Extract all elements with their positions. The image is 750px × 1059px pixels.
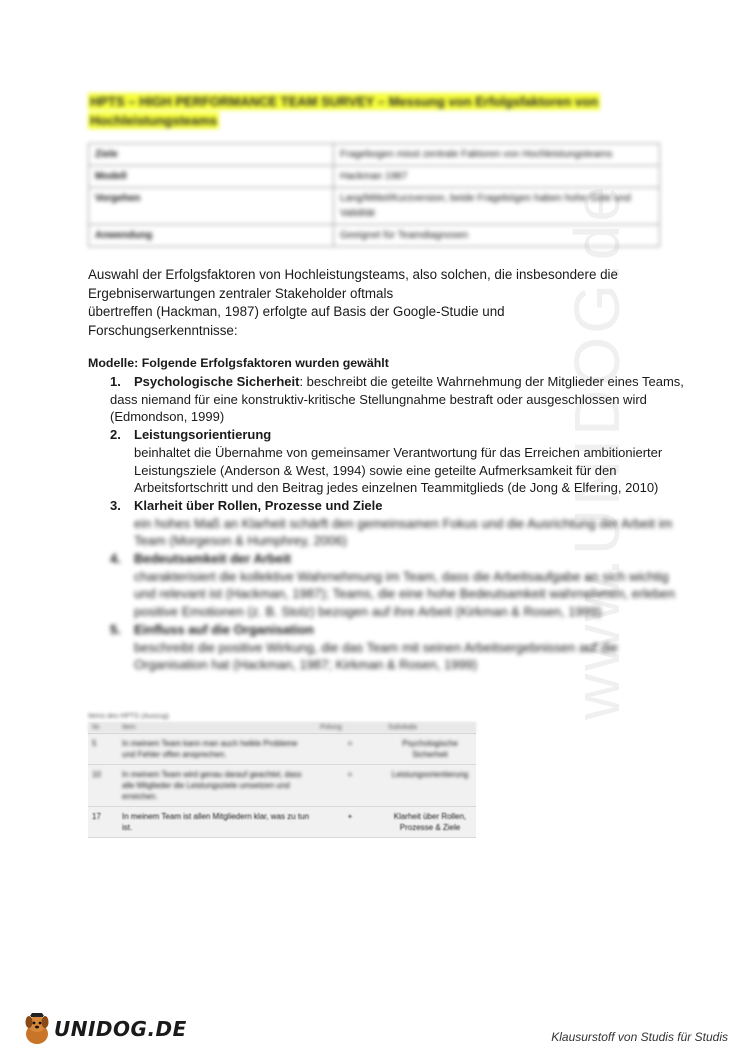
unidog-logo[interactable]: [22, 1012, 187, 1046]
column-header: Polung: [316, 722, 384, 734]
item-number: 5: [88, 734, 118, 765]
item-subscale: Klarheit über Rollen, Prozesse & Ziele: [384, 807, 476, 838]
info-value: Fragebogen misst zentrale Faktoren von Hochleistungsteams: [334, 144, 660, 166]
intro-line: übertreffen (Hackman, 1987) erfolgte auf Basis der Google-Studie und: [88, 304, 505, 319]
factor-number: 1.: [110, 374, 121, 389]
intro-line: Ergebniserwartungen zentraler Stakeholder oftmals: [88, 285, 394, 301]
table-row: [88, 734, 476, 765]
factor-text: ein hohes Maß an Klarheit schärft den gemeinsamen Fokus und die Ausrichtung der Arbeit im Team (Morgeson & Humphrey, 2006): [134, 515, 673, 549]
item-text: In meinem Team ist allen Mitgliedern klar, was zu tun ist.: [118, 807, 316, 838]
factor-number: 3.: [110, 497, 121, 513]
intro-paragraph: [88, 266, 688, 340]
info-row: [89, 188, 660, 225]
item-polung: +: [316, 734, 384, 765]
factor-number: 4.: [110, 551, 121, 567]
item-polung: +: [316, 807, 384, 838]
footer-tagline: Klausurstoff von Studis für Studis: [551, 1030, 728, 1044]
factor-text: beinhaltet die Übernahme von gemeinsamer Verantwortung für das Erreichen ambitionierter Leistungsziele (Anderson & West, 1994) sowie eine geteilte Aufmerksamkeit für den Arbeitsfortschritt und den Beitrag jedes einzelnen Teammitglieds (de Jong & Elfering, 2010): [134, 444, 663, 496]
factor-number: 5.: [110, 621, 121, 637]
table-row: [88, 807, 476, 838]
dog-icon: [22, 1012, 52, 1046]
info-row: [89, 225, 660, 247]
item-subscale: Psychologische Sicherheit: [384, 734, 476, 765]
table-row: [88, 765, 476, 807]
sample-items-table: [88, 713, 476, 838]
factor-list: [110, 373, 690, 674]
item-subscale: Leistungsorientierung: [384, 765, 476, 807]
info-key: Modell: [89, 166, 334, 188]
factor-item: [110, 426, 690, 497]
info-value: Geeignet für Teamdiagnosen: [334, 225, 660, 247]
models-title: Modelle: Folgende Erfolgsfaktoren wurden gewählt: [88, 356, 389, 370]
column-header: Subskala: [384, 722, 476, 734]
info-value: Lang/Mittel/Kurzversion, beide Fragebögen haben hohe Güte und Validität: [334, 188, 660, 225]
logo-text: UNIDOG.DE: [54, 1017, 187, 1041]
intro-line: Forschungserkenntnisse:: [88, 322, 238, 338]
factor-text: : beschreibt die geteilte Wahrnehmung der Mitglieder eines Teams, dass niemand für eine konstruktiv-kritische Stellungnahme bestraft oder ausgeschlossen wird (Edmondson, 1999): [110, 374, 684, 425]
factor-text: charakterisiert die kollektive Wahrnehmung im Team, dass die Arbeitsaufgabe an sich wichtig und relevant ist (Hackman, 1987); Teams, die eine hohe Bedeutsamkeit wahrnehmen, erleben positive Emotionen (z. B. Stolz) bezogen auf ihre Arbeit (Kirkman & Rosen, 1999): [134, 568, 676, 620]
factor-item: [110, 550, 690, 621]
factor-title: Einfluss auf die Organisation: [134, 621, 314, 637]
factor-number: 2.: [110, 427, 121, 443]
info-table: [88, 143, 660, 247]
item-text: In meinem Team wird genau darauf geachtet, dass alle Mitglieder die Leistungsziele umsetzen und erreichen.: [118, 765, 316, 807]
intro-line: Auswahl der Erfolgsfaktoren von Hochleistungsteams, also solchen, die insbesondere die: [88, 267, 618, 282]
item-number: 10: [88, 765, 118, 807]
info-row: [89, 166, 660, 188]
info-key: Ziele: [89, 144, 334, 166]
info-key: Anwendung: [89, 225, 334, 247]
factor-item: [110, 373, 690, 426]
factor-item: [110, 621, 690, 674]
document-heading: [88, 92, 608, 130]
factor-title: Psychologische Sicherheit: [134, 374, 300, 389]
items-table: [88, 722, 476, 838]
watermark: www.UNIDOG.de: [561, 183, 633, 720]
info-value: Hackman 1987: [334, 166, 660, 188]
info-row: [89, 144, 660, 166]
table-caption: Items des HPTS (Auszug): [88, 713, 169, 720]
item-number: 17: [88, 807, 118, 838]
factor-text: beschreibt die positive Wirkung, die das Team mit seinen Arbeitsergebnissen auf die Organisation hat (Hackman, 1987; Kirkman & Rosen, 1999): [134, 639, 618, 673]
factor-title: Bedeutsamkeit der Arbeit: [134, 551, 292, 567]
table-header-row: [88, 722, 476, 734]
item-polung: +: [316, 765, 384, 807]
heading-highlight: HPTS – HIGH PERFORMANCE TEAM SURVEY – Messung von Erfolgsfaktoren von Hochleistungsteams: [90, 94, 599, 128]
info-key: Vorgehen: [89, 188, 334, 225]
factor-title: Klarheit über Rollen, Prozesse und Ziele: [134, 497, 383, 513]
factor-title: Leistungsorientierung: [134, 427, 272, 443]
item-text: In meinem Team kann man auch heikle Probleme und Fehler offen ansprechen.: [118, 734, 316, 765]
column-header: Nr.: [88, 722, 118, 734]
column-header: Item: [118, 722, 316, 734]
factor-item: [110, 497, 690, 550]
